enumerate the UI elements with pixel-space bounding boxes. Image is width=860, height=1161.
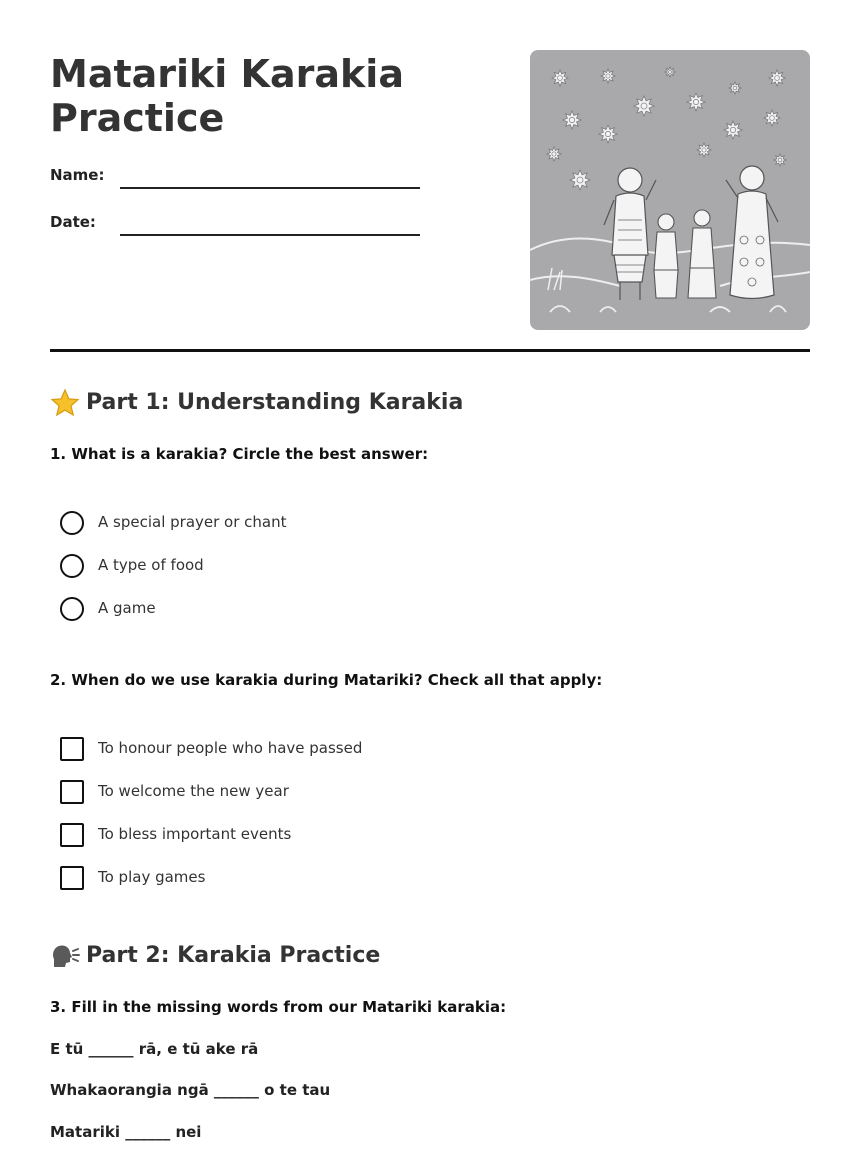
name-field[interactable]	[50, 164, 420, 188]
date-label: Date:	[50, 213, 96, 231]
question-3: 3. Fill in the missing words from our Matariki karakia:	[50, 998, 507, 1016]
checkbox[interactable]	[60, 780, 84, 804]
checkbox[interactable]	[60, 823, 84, 847]
q1-option-2[interactable]: A type of food	[60, 554, 460, 578]
question-1: 1. What is a karakia? Circle the best answer:	[50, 445, 429, 463]
star-icon	[697, 143, 711, 157]
worksheet-header	[50, 50, 810, 330]
part1-title: Part 1: Understanding Karakia	[50, 387, 463, 419]
star-icon	[665, 67, 675, 77]
q2-option-3[interactable]: To bless important events	[60, 823, 460, 847]
star-icon	[729, 82, 741, 94]
name-write-line[interactable]	[120, 187, 420, 189]
star-icon	[599, 125, 617, 143]
star-icon	[601, 69, 615, 83]
page-title: Matariki Karakia Practice	[50, 52, 404, 140]
star-icon	[687, 93, 705, 111]
name-label: Name:	[50, 166, 105, 184]
star-icon	[547, 147, 561, 161]
star-icon	[552, 70, 568, 86]
q2-option-1[interactable]: To honour people who have passed	[60, 737, 460, 761]
part2-title: Part 2: Karakia Practice	[50, 940, 380, 972]
speaking-head-icon	[50, 941, 80, 971]
star-icon	[634, 96, 654, 116]
star-icon	[563, 111, 581, 129]
header-divider	[50, 349, 810, 352]
karakia-line-3[interactable]: Matariki ______ nei	[50, 1123, 202, 1141]
question-2: 2. When do we use karakia during Matariki? Check all that apply:	[50, 671, 603, 689]
q2-option-2[interactable]: To welcome the new year	[60, 780, 460, 804]
karakia-line-1[interactable]: E tū ______ rā, e tū ake rā	[50, 1040, 259, 1058]
star-icon	[774, 154, 786, 166]
date-write-line[interactable]	[120, 234, 420, 236]
star-icon	[50, 388, 80, 418]
q1-option-1[interactable]: A special prayer or chant	[60, 511, 460, 535]
radio-button[interactable]	[60, 511, 84, 535]
star-icon	[764, 110, 780, 126]
matariki-family-illustration	[530, 50, 810, 330]
radio-button[interactable]	[60, 554, 84, 578]
checkbox[interactable]	[60, 866, 84, 890]
q2-option-4[interactable]: To play games	[60, 866, 460, 890]
date-field[interactable]	[50, 211, 420, 235]
star-icon	[724, 121, 742, 139]
radio-button[interactable]	[60, 597, 84, 621]
q1-option-3[interactable]: A game	[60, 597, 460, 621]
star-icon	[570, 170, 590, 190]
checkbox[interactable]	[60, 737, 84, 761]
star-icon	[769, 70, 785, 86]
karakia-line-2[interactable]: Whakaorangia ngā ______ o te tau	[50, 1081, 331, 1099]
